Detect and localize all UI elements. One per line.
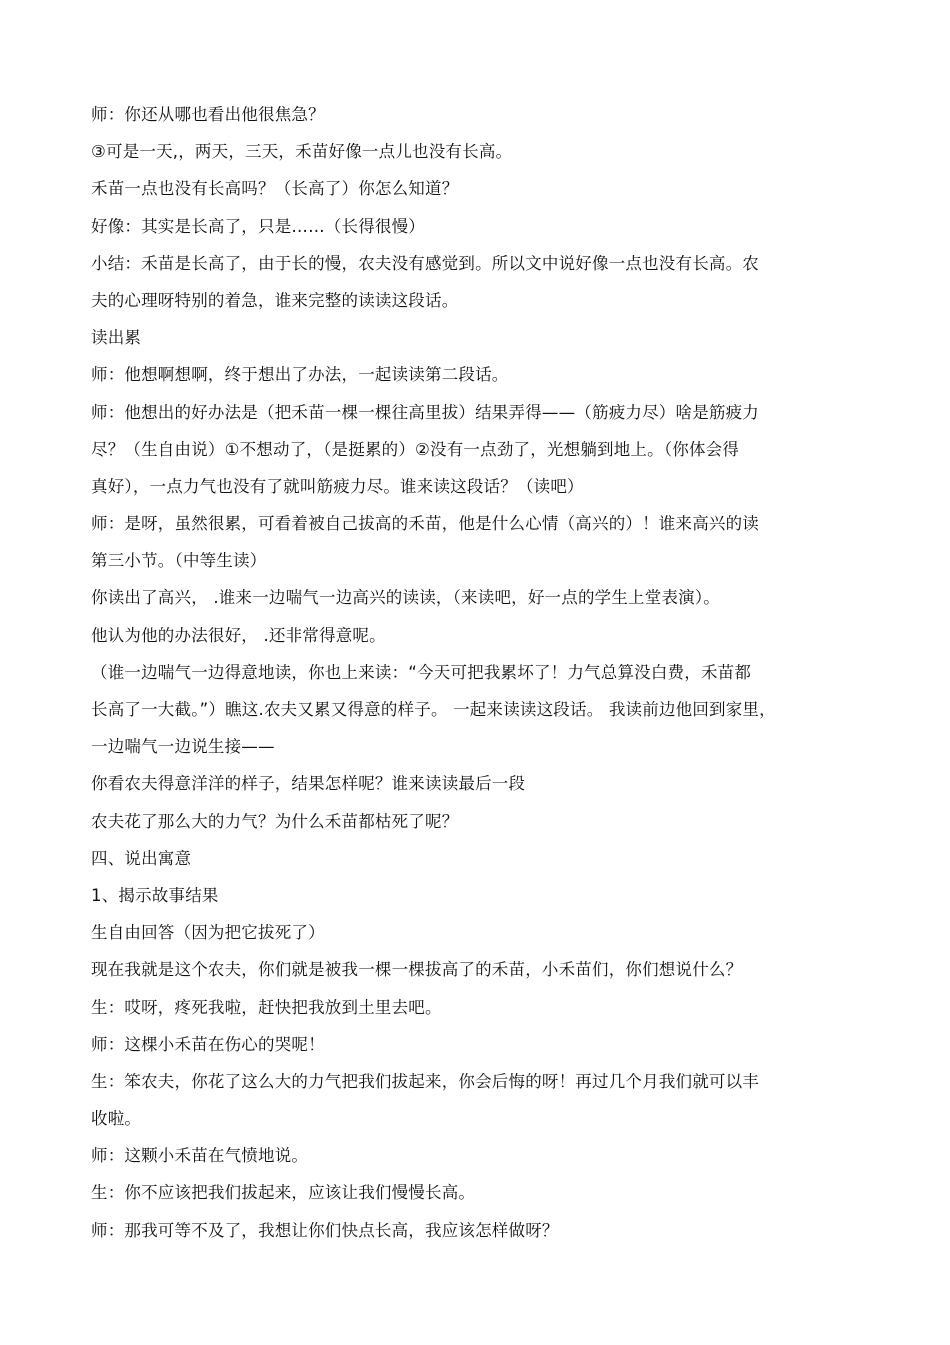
text-line: 真好），一点力气也没有了就叫筋疲力尽。谁来读这段话？（读吧） — [91, 476, 584, 496]
text-line: 1、揭示故事结果 — [91, 885, 219, 905]
text-line: 读出累 — [91, 328, 142, 348]
text-line: 师：那我可等不及了，我想让你们快点长高，我应该怎样做呀？ — [91, 1220, 559, 1240]
text-line: 生：哎呀，疼死我啦，赶快把我放到土里去吧。 — [91, 997, 442, 1017]
text-line: 师：你还从哪也看出他很焦急？ — [91, 105, 325, 124]
text-line: 长高了一大截。”）瞧这.农夫又累又得意的样子。 一起来读读这段话。 我读前边他回到家里， — [91, 700, 776, 719]
text-line: 师：是呀，虽然很累，可看着被自己拔高的禾苗，他是什么心情（高兴的）！谁来高兴的读 — [91, 514, 759, 534]
text-line: 生：你不应该把我们拔起来，应该让我们慢慢长高。 — [91, 1183, 476, 1203]
text-line: 好像：其实是长高了，只是……（长得很慢） — [91, 216, 425, 236]
text-line: 师：这棵小禾苗在伤心的哭呢！ — [91, 1034, 325, 1054]
text-line: 生：笨农夫，你花了这么大的力气把我们拔起来，你会后悔的呀！再过几个月我们就可以丰 — [91, 1071, 759, 1091]
text-line: 夫的心理呀特别的着急，谁来完整的读读这段话。 — [91, 290, 459, 310]
text-line: 你看农夫得意洋洋的样子，结果怎样呢？谁来读读最后一段 — [91, 774, 526, 794]
text-line: 禾苗一点也没有长高吗？（长高了）你怎么知道？ — [91, 179, 459, 199]
text-line: 他认为他的办法很好， .还非常得意呢。 — [91, 625, 386, 645]
text-line: 你读出了高兴， .谁来一边喘气一边高兴的读读，（来读吧，好一点的学生上堂表演）。 — [91, 588, 720, 608]
text-line: 师：他想出的好办法是（把禾苗一棵一棵往高里拔）结果弄得——（筋疲力尽）啥是筋疲力 — [91, 402, 759, 422]
text-line: 师：这颗小禾苗在气愤地说。 — [91, 1146, 309, 1166]
text-line: 生自由回答（因为把它拔死了） — [91, 923, 325, 943]
text-line: 师：他想啊想啊，终于想出了办法，一起读读第二段话。 — [91, 365, 509, 385]
text-line: 农夫花了那么大的力气？为什么禾苗都枯死了呢？ — [91, 811, 459, 831]
text-line: （谁一边喘气一边得意地读，你也上来读：“今天可把我累坏了！力气总算没白费，禾苗都 — [91, 662, 752, 682]
text-line: 收啦。 — [91, 1109, 142, 1129]
text-line: 现在我就是这个农夫，你们就是被我一棵一棵拔高了的禾苗，小禾苗们，你们想说什么？ — [91, 960, 743, 980]
text-line: 尽？（生自由说）①不想动了，（是挺累的）②没有一点劲了，光想躺到地上。（你体会得 — [91, 439, 740, 459]
text-line: 一边喘气一边说生接—— — [91, 737, 275, 757]
text-line: 小结：禾苗是长高了，由于长的慢，农夫没有感觉到。所以文中说好像一点也没有长高。农 — [91, 253, 759, 273]
document-text — [91, 96, 851, 1249]
text-line: 第三小节。（中等生读） — [91, 551, 267, 571]
section-heading: 四、说出寓意 — [91, 848, 192, 868]
text-line: ③可是一天,，两天，三天，禾苗好像一点儿也没有长高。 — [91, 142, 513, 162]
